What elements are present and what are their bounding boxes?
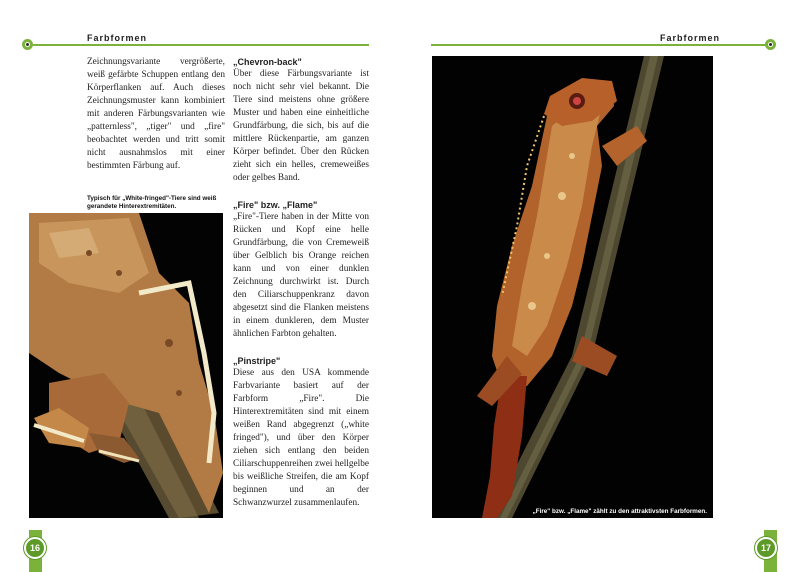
right-gecko-image (432, 56, 713, 518)
left-header-ornament-icon (22, 39, 33, 50)
left-gecko-photo (29, 213, 223, 518)
section-heading-fire-flame: „Fire" bzw. „Flame" (233, 200, 318, 210)
section-heading-pinstripe: „Pinstripe" (233, 356, 281, 366)
right-header-ornament-icon (765, 39, 776, 50)
right-gecko-photo (432, 56, 713, 518)
section-text-pinstripe: Diese aus den USA kommende Farbvariante basiert auf der Farbform „Fire". Die Hinterextremitäten sind mit einem weißen Rand abgegrenzt („white fringed"), und über den Körper ziehen sich entlang den beiden Ciliarschuppenreihen zwei hellgelbe bis weißliche Streifen, die am Kopf beginnen und an der Schwanzwurzel zusammenlaufen. (233, 368, 369, 508)
right-page-number: 17 (755, 537, 777, 559)
section-heading-chevron-back: „Chevron-back" (233, 57, 302, 67)
right-photo-caption: „Fire" bzw. „Flame" zählt zu den attraktivsten Farbformen. (532, 508, 707, 515)
left-intro-column (87, 56, 225, 173)
left-gecko-image (29, 213, 223, 518)
section-text-chevron-back: Über diese Färbungsvariante ist noch nicht sehr viel bekannt. Die Tiere sind meistens ohne größere Muster und haben eine einheitliche Grundfärbung, die sich, bis auf die mittlere Rückenpartie, am ganzen Körper befindet. Über den Rücken zieht sich ein helles, cremeweißes oder gelbes Band. (233, 69, 369, 183)
left-right-column (233, 56, 369, 510)
section-text-fire-flame: „Fire"-Tiere haben in der Mitte von Rücken und Kopf eine helle Grundfärbung, die von Cremeweiß über Gelblich bis Orange reichen kann und von einer dunklen Zeichnung durchwirkt ist. Durch den Ciliarschuppenkranz davon abgesetzt sind die Flanken meistens in einem dunkleren, dem Muster ähnlichen Farbton gehalten. (233, 212, 369, 339)
left-page-number: 16 (24, 537, 46, 559)
left-header-rule (33, 44, 369, 46)
intro-paragraph: Zeichnungsvariante vergrößerte, weiß gefärbte Schuppen entlang den Körperflanken auf. Auch dieses Zeichnungsmuster kann kombiniert mit anderen Färbungsvarianten wie „patternless", „tiger" und „fire" beobachtet werden und tritt somit nicht ausnahmslos mit einer bestimmten Färbung auf. (87, 57, 225, 171)
right-header-rule (431, 44, 769, 46)
right-page-header: Farbformen (660, 33, 721, 43)
left-page-header: Farbformen (87, 33, 148, 43)
left-photo-caption: Typisch für „White-fringed"-Tiere sind weiß gerandete Hinterextremitäten. (87, 195, 217, 210)
